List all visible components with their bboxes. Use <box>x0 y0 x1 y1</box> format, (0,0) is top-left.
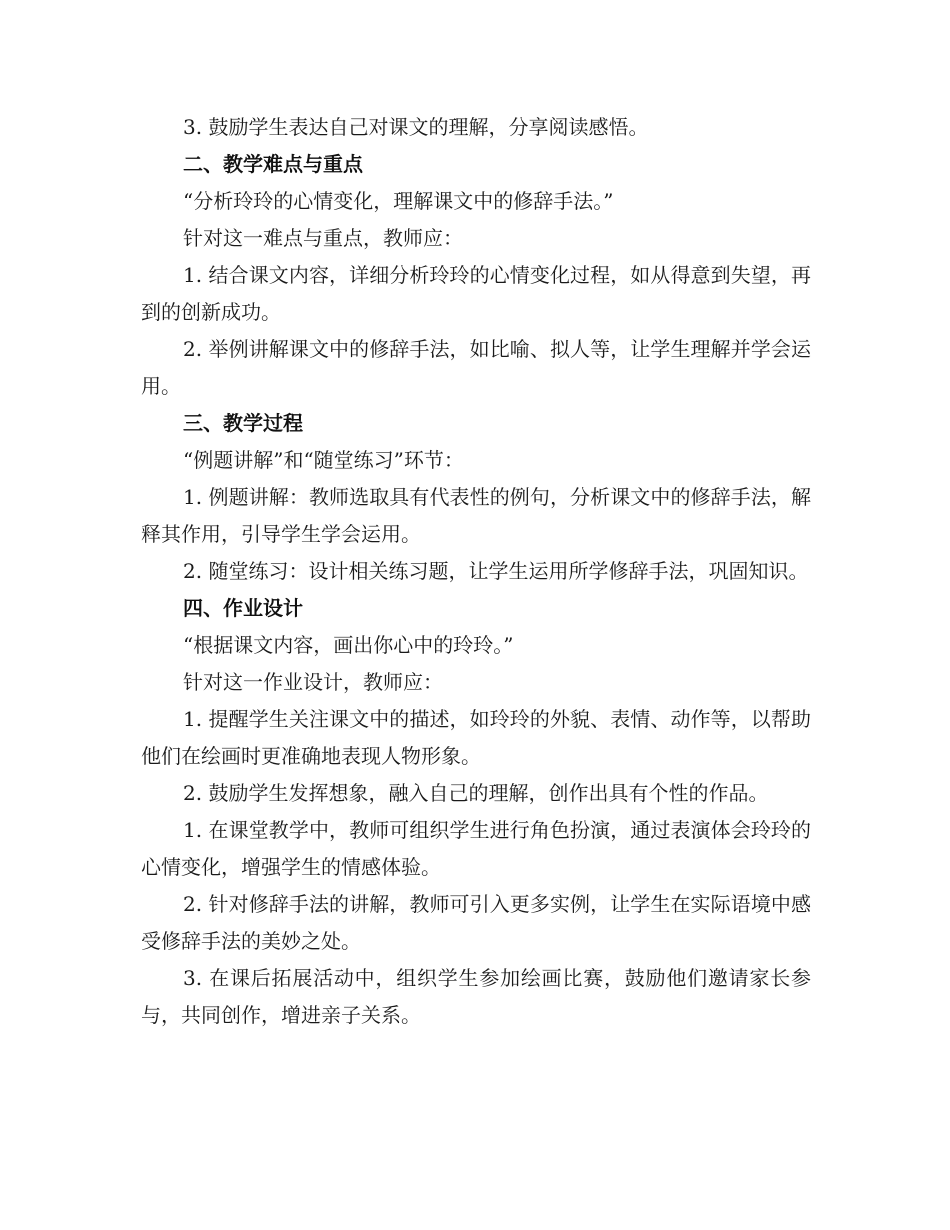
section-heading-difficulties: 二、教学难点与重点 <box>183 152 363 176</box>
paragraph-difficulty-quote: “分析玲玲的心情变化，理解课文中的修辞手法。” <box>183 189 614 213</box>
paragraph-rhetoric-examples: 2. 举例讲解课文中的修辞手法，如比喻、拟人等，让学生理解并学会运用。 <box>141 337 811 398</box>
paragraph-analyze-mood: 1. 结合课文内容，详细分析玲玲的心情变化过程，如从得意到失望，再到的创新成功。 <box>141 263 811 324</box>
paragraph-homework-quote: “根据课文内容，画出你心中的玲玲。” <box>183 633 514 657</box>
paragraph-more-examples: 2. 针对修辞手法的讲解，教师可引入更多实例，让学生在实际语境中感受修辞手法的美妙之处。 <box>141 892 811 953</box>
section-heading-process: 三、教学过程 <box>183 411 303 435</box>
paragraph-classroom-practice: 2. 随堂练习：设计相关练习题，让学生运用所学修辞手法，巩固知识。 <box>183 559 809 583</box>
paragraph-remind-details: 1. 提醒学生关注课文中的描述，如玲玲的外貌、表情、动作等，以帮助他们在绘画时更准确地表现人物形象。 <box>141 707 811 768</box>
paragraph-teacher-should-2: 针对这一作业设计，教师应： <box>183 670 443 694</box>
paragraph-example-explanation: 1. 例题讲解：教师选取具有代表性的例句，分析课文中的修辞手法，解释其作用，引导学生学会运用。 <box>141 485 811 546</box>
document-body <box>141 109 811 1034</box>
paragraph-drawing-contest: 3. 在课后拓展活动中，组织学生参加绘画比赛，鼓励他们邀请家长参与，共同创作，增进亲子关系。 <box>141 966 811 1027</box>
paragraph-encourage-expression: 3. 鼓励学生表达自己对课文的理解，分享阅读感悟。 <box>183 115 649 139</box>
paragraph-process-intro: “例题讲解”和“随堂练习”环节： <box>183 448 464 472</box>
section-heading-homework: 四、作业设计 <box>183 596 303 620</box>
paragraph-role-play: 1. 在课堂教学中，教师可组织学生进行角色扮演，通过表演体会玲玲的心情变化，增强学生的情感体验。 <box>141 818 811 879</box>
paragraph-teacher-should-1: 针对这一难点与重点，教师应： <box>183 226 463 250</box>
paragraph-encourage-imagination: 2. 鼓励学生发挥想象，融入自己的理解，创作出具有个性的作品。 <box>183 781 769 805</box>
